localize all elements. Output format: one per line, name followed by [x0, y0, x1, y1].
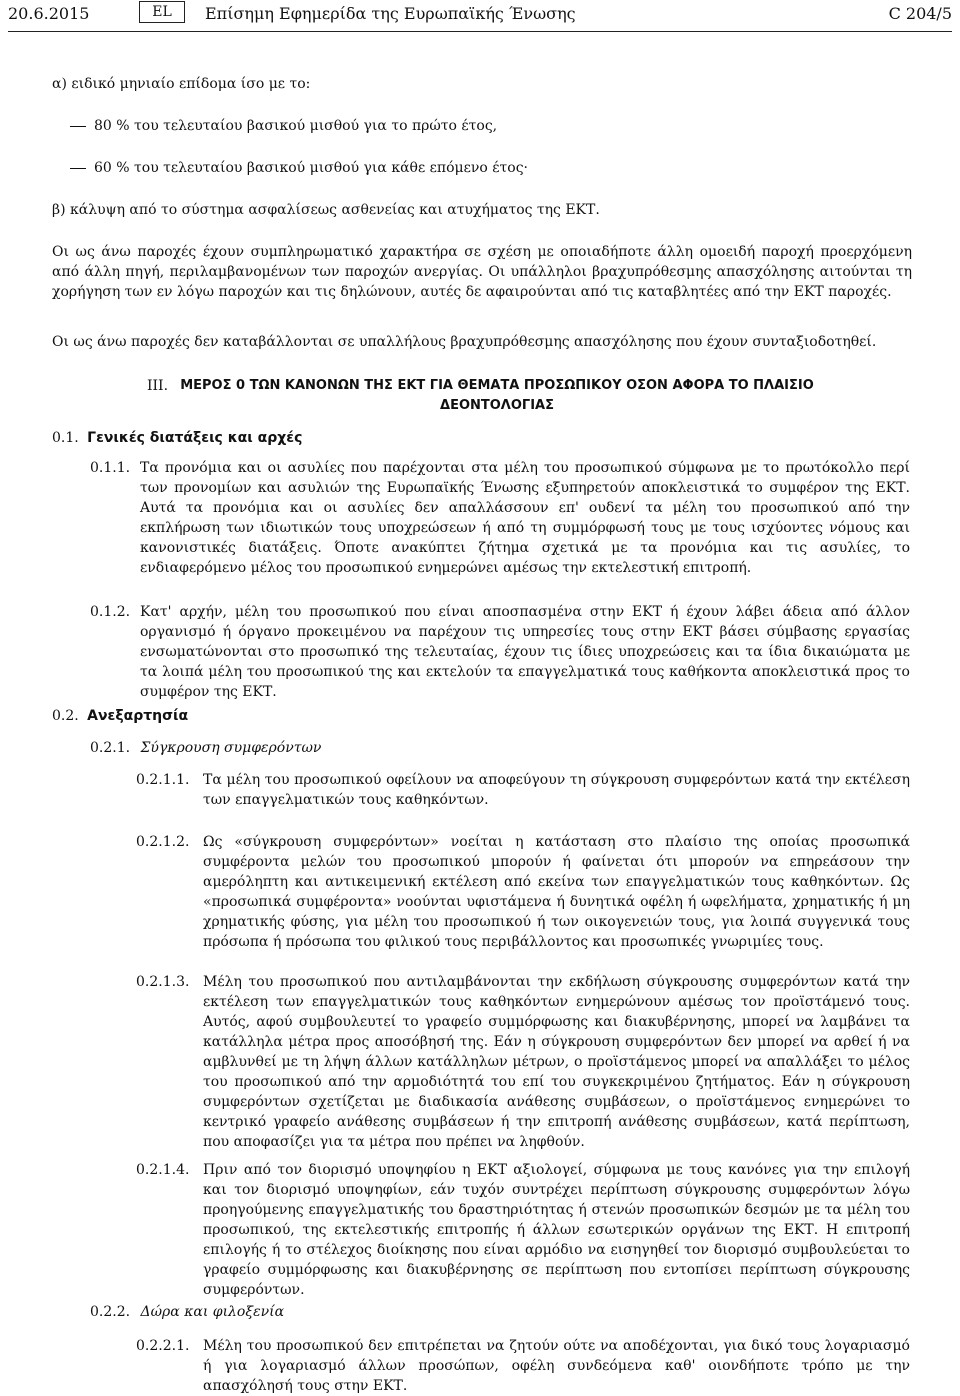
- subsection-heading: [90, 1302, 284, 1322]
- clause-text: Τα μέλη του προσωπικού οφείλουν να αποφεύγουν τη σύγκρουση συμφερόντων κατά την εκτέλεση των επαγγελματικών τους καθηκόντων.: [203, 772, 910, 808]
- language-badge: EL: [139, 1, 185, 23]
- page-reference: C 204/5: [888, 4, 952, 23]
- subsection-number: 0.2.2.: [90, 1304, 131, 1320]
- clause-number: 0.2.1.2.: [136, 834, 190, 850]
- subsection-number: 0.2.1.: [90, 740, 131, 756]
- clause-number: 0.2.1.3.: [136, 974, 190, 990]
- section-heading: [52, 706, 188, 726]
- subsection-title: Δώρα και φιλοξενία: [140, 1304, 285, 1320]
- clause-text: Κατ' αρχήν, μέλη του προσωπικού που είναι αποσπασμένα στην ΕΚΤ ή έχουν λάβει άδεια από άλλον οργανισμό ή όργανο προκειμένου να παρέχουν τις υπηρεσίες τους στην ΕΚΤ βάσει σύμβασης εργασίας ενσωματώνονται στο προσωπικό της τελευταίας, έχουν τις ίδιες υποχρεώσεις και τα ίδια δικαιώματα με τα λοιπά μέλη του προσωπικού της και εκτελούν τα επαγγελματικά τους καθήκοντα αποκλειστικά προς το συμφέρον της ΕΚΤ.: [140, 604, 910, 700]
- section-number: 0.1.: [52, 430, 79, 446]
- part-title: ΜΕΡΟΣ 0 ΤΩΝ ΚΑΝΟΝΩΝ ΤΗΣ ΕΚΤ ΓΙΑ ΘΕΜΑΤΑ ΠΡΟΣΩΠΙΚΟΥ ΟΣΟΝ ΑΦΟΡΑ ΤΟ ΠΛΑΙΣΙΟ ΔΕΟΝΤΟΛΟΓΙΑΣ: [180, 378, 814, 413]
- clause-number: 0.2.1.1.: [136, 772, 190, 788]
- dash-item-text: 60 % του τελευταίου βασικού μισθού για κάθε επόμενο έτος·: [94, 160, 528, 176]
- dash-item-2: [70, 158, 528, 178]
- clause-text: Τα προνόμια και οι ασυλίες που παρέχονται στα μέλη του προσωπικού σύμφωνα με το πρωτόκολλο περί των προνομίων και ασυλιών της Ευρωπαϊκής Ένωσης εξυπηρετούν αποκλειστικά το συμφέρον της ΕΚΤ. Αυτά τα προνόμια και οι ασυλίες δεν απαλλάσσουν επ' ουδενί τα μέλη του προσωπικού από την εκπλήρωση των ιδιωτικών τους υποχρεώσεων ή από τη συμμόρφωσή τους με τους ισχύοντες νόμους και κανονιστικές διατάξεις. Όποτε ανακύπτει ζήτημα σχετικά με τα προνόμια και τις ασυλίες, το ενδιαφερόμενο μέλος του προσωπικού ενημερώνει αμέσως την εκτελεστική επιτροπή.: [140, 460, 910, 576]
- clause-number: 0.1.1.: [90, 460, 131, 476]
- dash-item-1: [70, 116, 497, 136]
- dash-mark: [70, 126, 86, 127]
- section-title: Γενικές διατάξεις και αρχές: [87, 430, 303, 446]
- clause-number: 0.2.2.1.: [136, 1338, 190, 1354]
- clause-number: 0.1.2.: [90, 604, 131, 620]
- dash-mark: [70, 168, 86, 169]
- publication-date: 20.6.2015: [8, 4, 90, 23]
- header-divider: [8, 31, 952, 32]
- page-header: [8, 0, 952, 32]
- journal-title: Επίσημη Εφημερίδα της Ευρωπαϊκής Ένωσης: [205, 4, 576, 23]
- section-title: Ανεξαρτησία: [87, 708, 189, 724]
- dash-item-text: 80 % του τελευταίου βασικού μισθού για το πρώτο έτος,: [94, 118, 498, 134]
- part-number: III.: [147, 378, 169, 394]
- clause-text: Ως «σύγκρουση συμφερόντων» νοείται η κατάσταση στο πλαίσιο της οποίας προσωπικά συμφέροντα μελών του προσωπικού μπορούν ή φαίνεται ότι μπορούν να επηρεάσουν την αμερόληπτη και αντικειμενική εκτέλεση από εκείνα των επαγγελματικών τους καθηκόντων. Ως «προσωπικά συμφέροντα» νοούνται υφιστάμενα ή δυνητικά οφέλη ή ωφελήματα, χρηματικής ή μη χρηματικής φύσης, για μέλη του προσωπικού ή των οικογενειών τους, για λοιπά συγγενικά τους πρόσωπα ή πρόσωπα του φιλικού τους περιβάλλοντος και προσωπικές γνωριμίες τους.: [203, 834, 910, 950]
- paragraph: Οι ως άνω παροχές δεν καταβάλλονται σε υπαλλήλους βραχυπρόθεσμης απασχόλησης που έχουν συνταξιοδοτηθεί.: [52, 334, 877, 350]
- section-number: 0.2.: [52, 708, 79, 724]
- clause-text: Μέλη του προσωπικού δεν επιτρέπεται να ζητούν ούτε να αποδέχονται, για δικό τους λογαριασμό ή για λογαριασμό άλλων προσώπων, οφέλη συνδεόμενα καθ' οιονδήποτε τρόπο με την απασχόλησή τους στην ΕΚΤ.: [203, 1338, 910, 1394]
- clause-text: Μέλη του προσωπικού που αντιλαμβάνονται την εκδήλωση σύγκρουσης συμφερόντων κατά την εκτέλεση των επαγγελματικών τους καθηκόντων ενημερώνουν αμέσως τον προϊστάμενό τους. Αυτός, αφού συμβουλευτεί το γραφείο συμμόρφωσης και διακυβέρνησης, μπορεί να λαμβάνει τα κατάλληλα μέτρα προς αποσόβησή της. Εάν η σύγκρουση συμφερόντων δεν μπορεί να αρθεί ή να αμβλυνθεί με τη λήψη άλλων κατάλληλων μέτρων, ο προϊστάμενος μπορεί να απαλλάξει το μέλος του προσωπικού από την αρμοδιότητά του επί του συγκεκριμένου ζητήματος. Εάν η σύγκρουση συμφερόντων σχετίζεται με διαδικασία ανάθεσης συμβάσεων, ο προϊστάμενος ενημερώνει το κεντρικό γραφείο ανάθεσης συμβάσεων ή την επιτροπή ανάθεσης συμβάσεων, κατά περίπτωση, που αποφασίζει για τα μέτρα που πρέπει να ληφθούν.: [203, 974, 910, 1150]
- subsection-heading: [90, 738, 321, 758]
- paragraph: Οι ως άνω παροχές έχουν συμπληρωματικό χαρακτήρα σε σχέση με οποιαδήποτε άλλη ομοειδή παροχή προερχόμενη από άλλη πηγή, περιλαμβανομένων των παροχών ανεργίας. Οι υπάλληλοι βραχυπρόθεσμης απασχόλησης αιτούνται τη χορήγηση των εν λόγω παροχών και τις δηλώνουν, αυτές δε αφαιρούνται από τις καταβλητέες από την ΕΚΤ παροχές.: [52, 244, 912, 300]
- clause-text: Πριν από τον διορισμό υποψηφίου η ΕΚΤ αξιολογεί, σύμφωνα με τους κανόνες για την επιλογή και τον διορισμό υποψηφίων, εάν τυχόν συντρέχει περίπτωση σύγκρουσης συμφερόντων λόγω προηγούμενης επαγγελματικής του δραστηριότητας ή στενών προσωπικών δεσμών με τα μέλη του προσωπικού, της εκτελεστικής επιτροπής ή άλλων εσωτερικών οργάνων της ΕΚΤ. Η επιτροπή επιλογής ή το στέλεχος διοίκησης που είναι αρμόδιο να εισηγηθεί τον διορισμό συμβουλεύεται το γραφείο συμμόρφωσης και διακυβέρνησης σε περίπτωση που εντοπίσει περίπτωση σύγκρουσης συμφερόντων.: [203, 1162, 910, 1298]
- clause-number: 0.2.1.4.: [136, 1162, 190, 1178]
- subsection-title: Σύγκρουση συμφερόντων: [140, 740, 322, 756]
- section-heading: [52, 428, 302, 448]
- list-item-b: β) κάλυψη από το σύστημα ασφαλίσεως ασθενείας και ατυχήματος της ΕΚΤ.: [52, 202, 600, 218]
- list-item-a: α) ειδικό μηνιαίο επίδομα ίσο με το:: [52, 76, 311, 92]
